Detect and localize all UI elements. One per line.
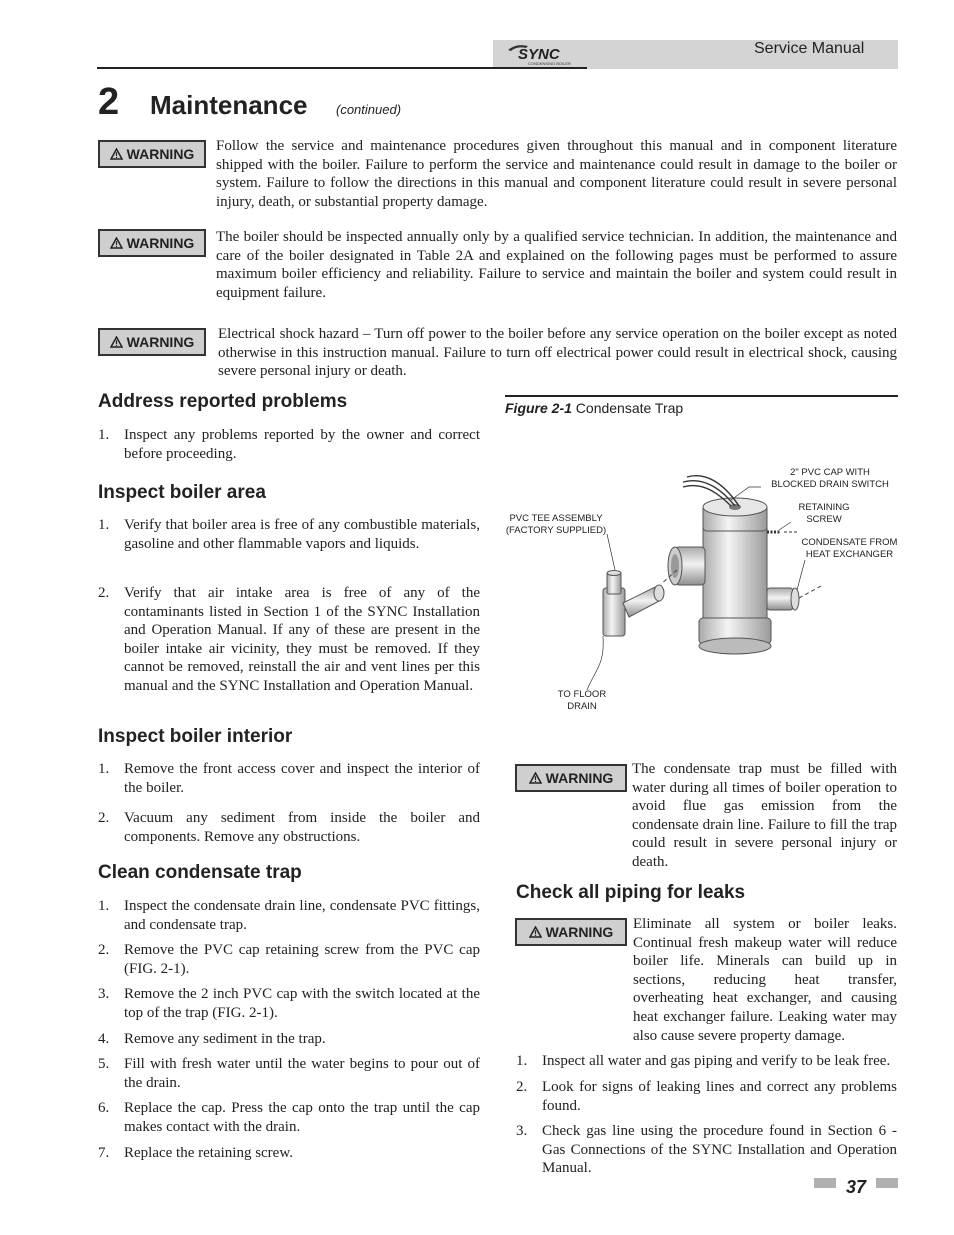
list-number: 2. [98, 810, 110, 826]
section-heading-area: Inspect boiler area [98, 482, 266, 503]
chapter-title: Maintenance [150, 90, 308, 120]
list-number: 1. [516, 1053, 528, 1069]
figure-label: Figure 2-1 [505, 400, 572, 416]
list-number: 5. [98, 1056, 110, 1072]
callout-text: BLOCKED DRAIN SWITCH [771, 478, 889, 490]
list-text: Inspect all water and gas piping and verify to be leak free. [542, 1053, 891, 1069]
list-text: Fill with fresh water until the water begins to pour out of the drain. [124, 1056, 480, 1091]
page-number-bar-right [876, 1178, 898, 1188]
header-rule [97, 67, 587, 69]
list-number: 2. [98, 585, 110, 601]
warning-badge [98, 328, 206, 356]
chapter-number: 2 [98, 81, 120, 123]
warning-label: WARNING [545, 924, 614, 940]
svg-text:SYNC: SYNC [518, 46, 560, 63]
list-item [98, 897, 480, 935]
callout-text: TO FLOOR [557, 689, 607, 700]
list-number: 4. [98, 1031, 110, 1047]
figure-caption-text: Condensate Trap [575, 400, 684, 416]
list-number: 3. [516, 1123, 528, 1139]
section-heading-trap: Clean condensate trap [98, 862, 302, 883]
callout-text: 2" PVC CAP WITH [790, 467, 870, 478]
figure-rule [505, 395, 898, 397]
list-number: 6. [98, 1100, 110, 1116]
callout-text: RETAINING [798, 502, 850, 513]
callout-text: SCREW [806, 513, 842, 525]
section-heading-address: Address reported problems [98, 391, 348, 412]
list-text: Inspect the condensate drain line, condensate PVC fittings, and condensate trap. [124, 898, 480, 933]
chapter-continued: (continued) [336, 102, 402, 117]
svg-text:CONDENSING BOILER: CONDENSING BOILER [528, 61, 571, 66]
list-text: Remove the front access cover and inspect the interior of the boiler. [124, 761, 480, 796]
list-item [98, 809, 480, 847]
callout-text: HEAT EXCHANGER [805, 548, 894, 560]
list-item [98, 1144, 480, 1164]
warning-triangle-icon [529, 926, 542, 938]
list-item [516, 1052, 897, 1072]
callout-text: DRAIN [567, 700, 597, 712]
list-text: Vacuum any sediment from inside the boiler and components. Remove any obstructions. [124, 810, 480, 845]
list-number: 1. [98, 517, 110, 533]
warning-badge [98, 229, 206, 257]
callout-pvc-tee [502, 513, 610, 536]
warning-label: WARNING [126, 334, 195, 350]
list-item [98, 584, 480, 714]
condensate-trap-illustration [505, 460, 898, 720]
callout-text: (FACTORY SUPPLIED) [505, 524, 607, 536]
list-number: 2. [98, 942, 110, 958]
warning-text: The boiler should be inspected annually only by a qualified service technician. In addition, the maintenance and care of the boiler designated in Table 2A and explained on the following pages must be performed to assure maximum boiler efficiency and reliability. Failure to service and maintain the boiler and system could result in equipment failure. [216, 229, 897, 301]
list-item [516, 1122, 897, 1178]
sync-logo [506, 41, 576, 67]
section-heading-interior: Inspect boiler interior [98, 726, 293, 747]
warning-badge [515, 764, 627, 792]
callout-text: PVC TEE ASSEMBLY [509, 513, 603, 524]
list-text: Verify that boiler area is free of any combustible materials, gasoline and other flammable vapors and liquids. [124, 517, 480, 552]
list-item [98, 426, 480, 464]
warning-triangle-icon [110, 148, 123, 160]
section-heading-piping: Check all piping for leaks [516, 882, 746, 903]
warning-triangle-icon [529, 772, 542, 784]
callout-floor-drain [550, 689, 614, 712]
list-number: 1. [98, 761, 110, 777]
figure-caption [505, 400, 683, 416]
list-item [98, 1099, 480, 1137]
list-item [98, 941, 480, 979]
callout-text: CONDENSATE FROM [801, 537, 898, 548]
list-number: 7. [98, 1145, 110, 1161]
page-number: 37 [846, 1177, 867, 1197]
list-number: 3. [98, 986, 110, 1002]
list-text: Check gas line using the procedure found in Section 6 - Gas Connections of the SYNC Installation and Operation Manual. [542, 1123, 897, 1177]
callout-heat-exchanger [797, 537, 902, 560]
header-title: Service Manual [754, 40, 865, 57]
warning-triangle-icon [110, 237, 123, 249]
list-text: Remove any sediment in the trap. [124, 1031, 326, 1047]
list-text: Replace the retaining screw. [124, 1145, 293, 1161]
warning-label: WARNING [126, 235, 195, 251]
callout-retaining-screw [788, 502, 860, 525]
page-number-bar-left [814, 1178, 836, 1188]
list-text: Remove the 2 inch PVC cap with the switch located at the top of the trap (FIG. 2-1). [124, 986, 480, 1021]
warning-triangle-icon [110, 336, 123, 348]
list-item [98, 1030, 480, 1050]
list-item [98, 1055, 480, 1093]
warning-text: Follow the service and maintenance procedures given throughout this manual and in component literature shipped with the boiler. Failure to perform the service and maintenance could result in damage to the boiler or system. Failure to follow the directions in this manual and component literature could result in severe personal injury, death, or substantial property damage. [216, 138, 897, 210]
warning-text: Eliminate all system or boiler leaks. Continual fresh makeup water will reduce boiler life. Minerals can build up in sections, reducing heat transfer, overheating heat exchanger, and causing heat exchanger failure. Leaking water may also cause severe property damage. [633, 916, 897, 1044]
list-text: Inspect any problems reported by the owner and correct before proceeding. [124, 427, 480, 462]
list-number: 1. [98, 427, 110, 443]
warning-text: The condensate trap must be filled with water during all times of boiler operation to avoid flue gas emission from the condensate drain line. Failure to fill the trap could result in severe personal injury or death. [632, 761, 897, 870]
list-item [98, 760, 480, 798]
warning-label: WARNING [126, 146, 195, 162]
list-text: Remove the PVC cap retaining screw from the PVC cap (FIG. 2-1). [124, 942, 480, 977]
list-item [516, 1078, 897, 1116]
list-text: Look for signs of leaking lines and correct any problems found. [542, 1079, 897, 1114]
warning-label: WARNING [545, 770, 614, 786]
list-number: 1. [98, 898, 110, 914]
list-number: 2. [516, 1079, 528, 1095]
warning-text: Electrical shock hazard – Turn off power to the boiler before any service operation on the boiler except as noted otherwise in this instruction manual. Failure to turn off electrical power could result in electrical shock, causing severe personal injury or death. [218, 326, 897, 380]
warning-badge [98, 140, 206, 168]
callout-pvc-cap [766, 467, 894, 490]
list-text: Replace the cap. Press the cap onto the trap until the cap makes contact with the drain. [124, 1100, 480, 1135]
list-item [98, 985, 480, 1023]
list-item [98, 516, 480, 572]
warning-badge [515, 918, 627, 946]
list-text: Verify that air intake area is free of any of the contaminants listed in Section 1 of the SYNC Installation and Operation Manual. If any of these are present in the boiler intake air vicinity, they must be removed. If they cannot be removed, reinstall the air and vent lines per this manual and the SYNC Installation and Operation Manual. [124, 585, 480, 694]
